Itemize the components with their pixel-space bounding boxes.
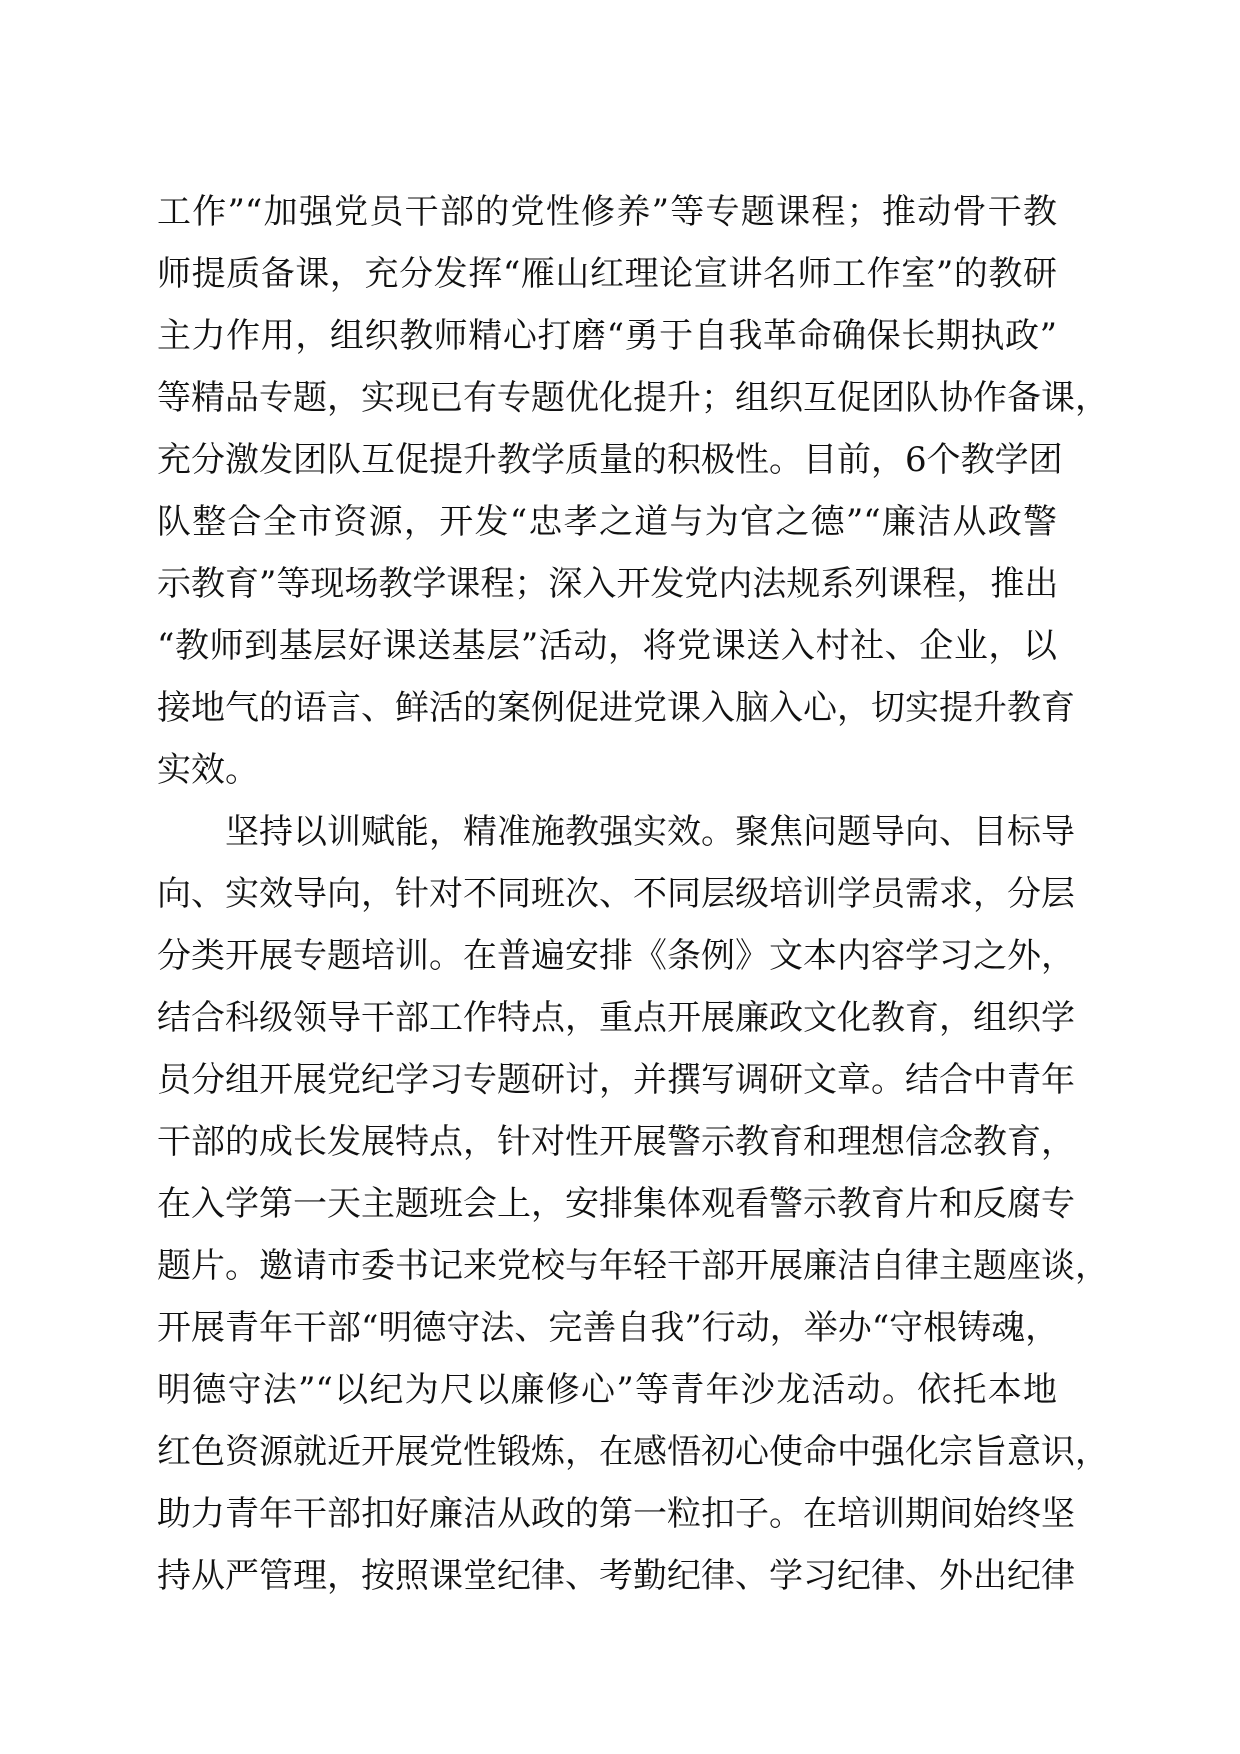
paragraph-2-line-6: 干部的成长发展特点，针对性开展警示教育和理想信念教育， (157, 1122, 1075, 1162)
paragraph-2-line-9: 开展青年干部“明德守法、完善自我”行动，举办“守根铸魂， (157, 1308, 1060, 1348)
paragraph-2-line-1: 坚持以训赋能，精准施教强实效。聚焦问题导向、目标导 (225, 812, 1075, 852)
paragraph-2-line-4: 结合科级领导干部工作特点，重点开展廉政文化教育，组织学 (157, 998, 1075, 1038)
paragraph-2-line-3: 分类开展专题培训。在普遍安排《条例》文本内容学习之外， (157, 936, 1075, 976)
paragraph-2-line-5: 员分组开展党纪学习专题研讨，并撰写调研文章。结合中青年 (157, 1060, 1075, 1100)
paragraph-2-line-7: 在入学第一天主题班会上，安排集体观看警示教育片和反腐专 (157, 1184, 1075, 1224)
paragraph-1-line-9: 接地气的语言、鲜活的案例促进党课入脑入心，切实提升教育 (157, 688, 1075, 728)
paragraph-1-line-6: 队整合全市资源，开发“忠孝之道与为官之德”“廉洁从政警 (157, 502, 1057, 542)
paragraph-2-line-11: 红色资源就近开展党性锻炼，在感悟初心使命中强化宗旨意识， (157, 1432, 1109, 1472)
paragraph-1-line-10: 实效。 (157, 750, 259, 790)
paragraph-2-line-13: 持从严管理，按照课堂纪律、考勤纪律、学习纪律、外出纪律 (157, 1556, 1075, 1596)
paragraph-1-line-4: 等精品专题，实现已有专题优化提升；组织互促团队协作备课， (157, 378, 1109, 418)
paragraph-2-line-10: 明德守法”“以纪为尺以廉修心”等青年沙龙活动。依托本地 (157, 1370, 1057, 1410)
paragraph-1-line-7: 示教育”等现场教学课程；深入开发党内法规系列课程，推出 (157, 564, 1059, 604)
paragraph-2-line-2: 向、实效导向，针对不同班次、不同层级培训学员需求，分层 (157, 874, 1075, 914)
paragraph-1-line-3: 主力作用，组织教师精心打磨“勇于自我革命确保长期执政” (157, 316, 1057, 356)
paragraph-1-line-5: 充分激发团队互促提升教学质量的积极性。目前，6个教学团 (157, 440, 1063, 480)
paragraph-1-line-1: 工作”“加强党员干部的党性修养”等专题课程；推动骨干教 (157, 192, 1057, 232)
paragraph-1-line-8: “教师到基层好课送基层”活动，将党课送入村社、企业，以 (157, 626, 1057, 666)
paragraph-2-line-8: 题片。邀请市委书记来党校与年轻干部开展廉洁自律主题座谈， (157, 1246, 1109, 1286)
paragraph-1-line-2: 师提质备课，充分发挥“雁山红理论宣讲名师工作室”的教研 (157, 254, 1057, 294)
paragraph-2-line-12: 助力青年干部扣好廉洁从政的第一粒扣子。在培训期间始终坚 (157, 1494, 1075, 1534)
